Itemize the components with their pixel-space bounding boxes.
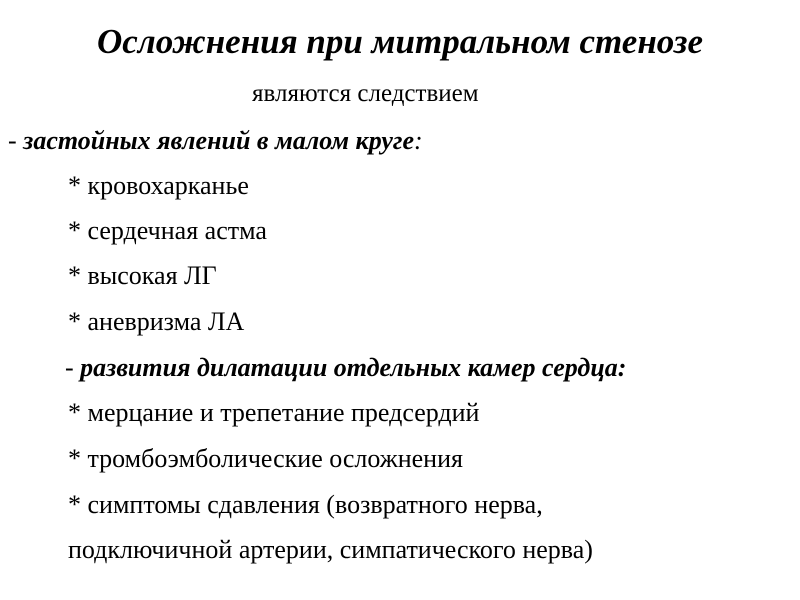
section-heading-text: застойных явлений в малом круге <box>23 126 415 155</box>
list-item: * тромбоэмболические осложнения <box>68 444 463 473</box>
dash-marker: - <box>65 353 81 382</box>
list-item: * мерцание и трепетание предсердий <box>68 398 480 427</box>
list-item: * симптомы сдавления (возвратного нерва, <box>68 490 543 519</box>
list-item: * аневризма ЛА <box>68 307 245 336</box>
dash-marker: - <box>8 126 24 155</box>
section-heading-text: развития дилатации отдельных камер сердца: <box>80 353 627 382</box>
slide-subtitle: являются следствием <box>252 80 479 107</box>
list-item: * сердечная астма <box>68 216 267 245</box>
section-heading-congestion <box>8 125 423 157</box>
section-heading-dilatation <box>65 352 626 384</box>
list-item: * высокая ЛГ <box>68 261 217 290</box>
slide-title: Осложнения при митральном стенозе <box>97 22 703 61</box>
list-item: * кровохарканье <box>68 171 249 200</box>
list-item-continuation: подключичной артерии, симпатического нерва) <box>68 535 593 564</box>
heading-colon: : <box>414 126 423 155</box>
